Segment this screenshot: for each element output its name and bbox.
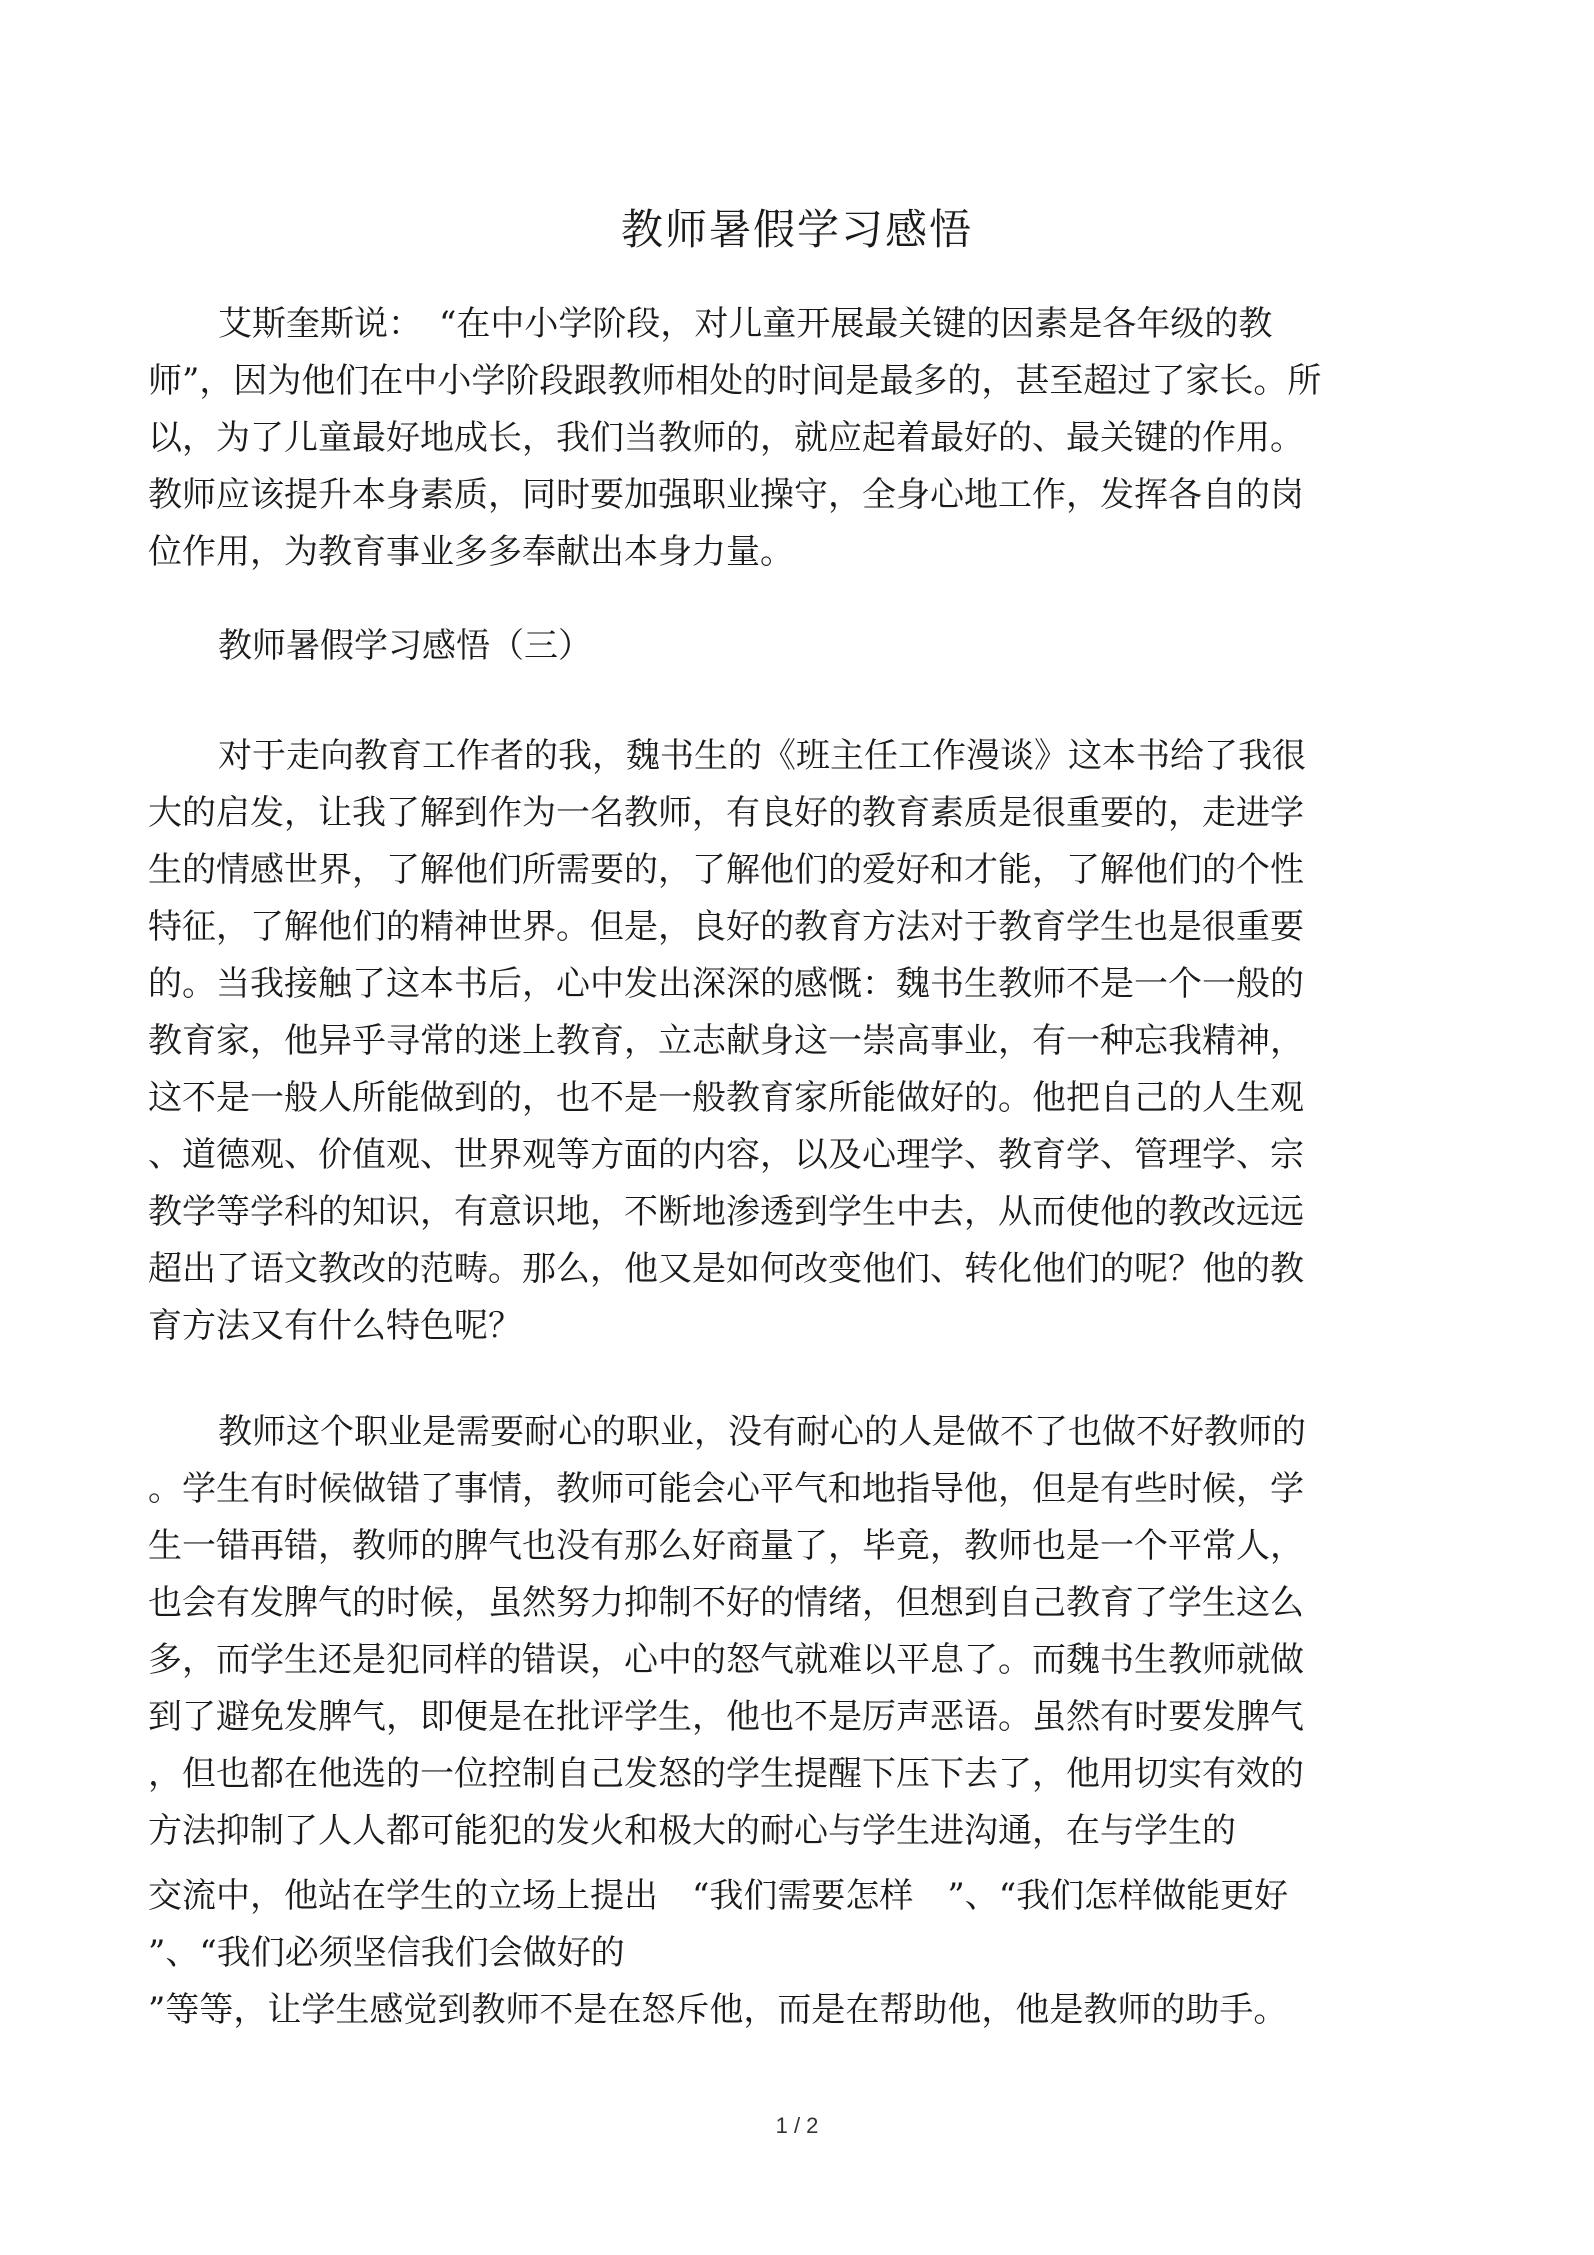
paragraph-line: 大的启发，让我了解到作为一名教师，有良好的教育素质是很重要的，走进学 bbox=[148, 793, 1304, 833]
paragraph-2 bbox=[148, 728, 1384, 1355]
paragraph-line: ”、“我们必须坚信我们会做好的 bbox=[148, 1933, 625, 1973]
paragraph-line: 师”，因为他们在中小学阶段跟教师相处的时间是最多的，甚至超过了家长。所 bbox=[148, 361, 1322, 401]
paragraph-line: ”等等，让学生感觉到教师不是在怒斥他，而是在帮助他，他是教师的助手。 bbox=[148, 1990, 1288, 2030]
paragraph-line: 教学等学科的知识，有意识地，不断地渗透到学生中去，从而使他的教改远远 bbox=[148, 1192, 1304, 1232]
paragraph-line: 位作用，为教育事业多多奉献出本身力量。 bbox=[148, 532, 794, 572]
paragraph-line: 也会有发脾气的时候，虽然努力抑制不好的情绪，但想到自己教育了学生这么 bbox=[148, 1583, 1304, 1623]
paragraph-line: 以，为了儿童最好地成长，我们当教师的，就应起着最好的、最关键的作用。 bbox=[148, 418, 1304, 458]
paragraph-4 bbox=[148, 1868, 1384, 2039]
section-subheading: 教师暑假学习感悟（三） bbox=[218, 626, 592, 666]
document-title: 教师暑假学习感悟 bbox=[620, 205, 973, 254]
paragraph-line: 生的情感世界，了解他们所需要的，了解他们的爱好和才能，了解他们的个性 bbox=[148, 850, 1304, 890]
paragraph-line: 的。当我接触了这本书后，心中发出深深的感慨：魏书生教师不是一个一般的 bbox=[148, 964, 1304, 1004]
paragraph-line: 育方法又有什么特色呢？ bbox=[148, 1306, 522, 1346]
paragraph-line: 方法抑制了人人都可能犯的发火和极大的耐心与学生进沟通，在与学生的 bbox=[148, 1811, 1236, 1851]
paragraph-line: 多，而学生还是犯同样的错误，心中的怒气就难以平息了。而魏书生教师就做 bbox=[148, 1640, 1304, 1680]
paragraph-3 bbox=[148, 1404, 1384, 1860]
paragraph-line: 对于走向教育工作者的我，魏书生的《班主任工作漫谈》这本书给了我很 bbox=[218, 736, 1306, 776]
paragraph-1 bbox=[148, 296, 1384, 581]
paragraph-line: ，但也都在他选的一位控制自己发怒的学生提醒下压下去了，他用切实有效的 bbox=[148, 1754, 1304, 1794]
paragraph-line: 。学生有时候做错了事情，教师可能会心平气和地指导他，但是有些时候，学 bbox=[148, 1469, 1304, 1509]
paragraph-line: 、道德观、价值观、世界观等方面的内容，以及心理学、教育学、管理学、宗 bbox=[148, 1135, 1304, 1175]
page-number: 1 / 2 bbox=[775, 2113, 819, 2138]
paragraph-line: 到了避免发脾气，即便是在批评学生，他也不是厉声恶语。虽然有时要发脾气 bbox=[148, 1697, 1304, 1737]
paragraph-line: 教师这个职业是需要耐心的职业，没有耐心的人是做不了也做不好教师的 bbox=[218, 1412, 1306, 1452]
paragraph-line: 交流中，他站在学生的立场上提出 “我们需要怎样 ”、“我们怎样做能更好 bbox=[148, 1876, 1289, 1916]
paragraph-line: 教师应该提升本身素质，同时要加强职业操守，全身心地工作，发挥各自的岗 bbox=[148, 475, 1304, 515]
paragraph-line: 艾斯奎斯说： “在中小学阶段，对儿童开展最关键的因素是各年级的教 bbox=[218, 304, 1273, 344]
paragraph-line: 这不是一般人所能做到的，也不是一般教育家所能做好的。他把自己的人生观 bbox=[148, 1078, 1304, 1118]
paragraph-line: 超出了语文教改的范畴。那么，他又是如何改变他们、转化他们的呢？他的教 bbox=[148, 1249, 1304, 1289]
paragraph-line: 特征，了解他们的精神世界。但是，良好的教育方法对于教育学生也是很重要 bbox=[148, 907, 1304, 947]
paragraph-line: 生一错再错，教师的脾气也没有那么好商量了，毕竟，教师也是一个平常人， bbox=[148, 1526, 1304, 1566]
paragraph-line: 教育家，他异乎寻常的迷上教育，立志献身这一崇高事业，有一种忘我精神， bbox=[148, 1021, 1304, 1061]
